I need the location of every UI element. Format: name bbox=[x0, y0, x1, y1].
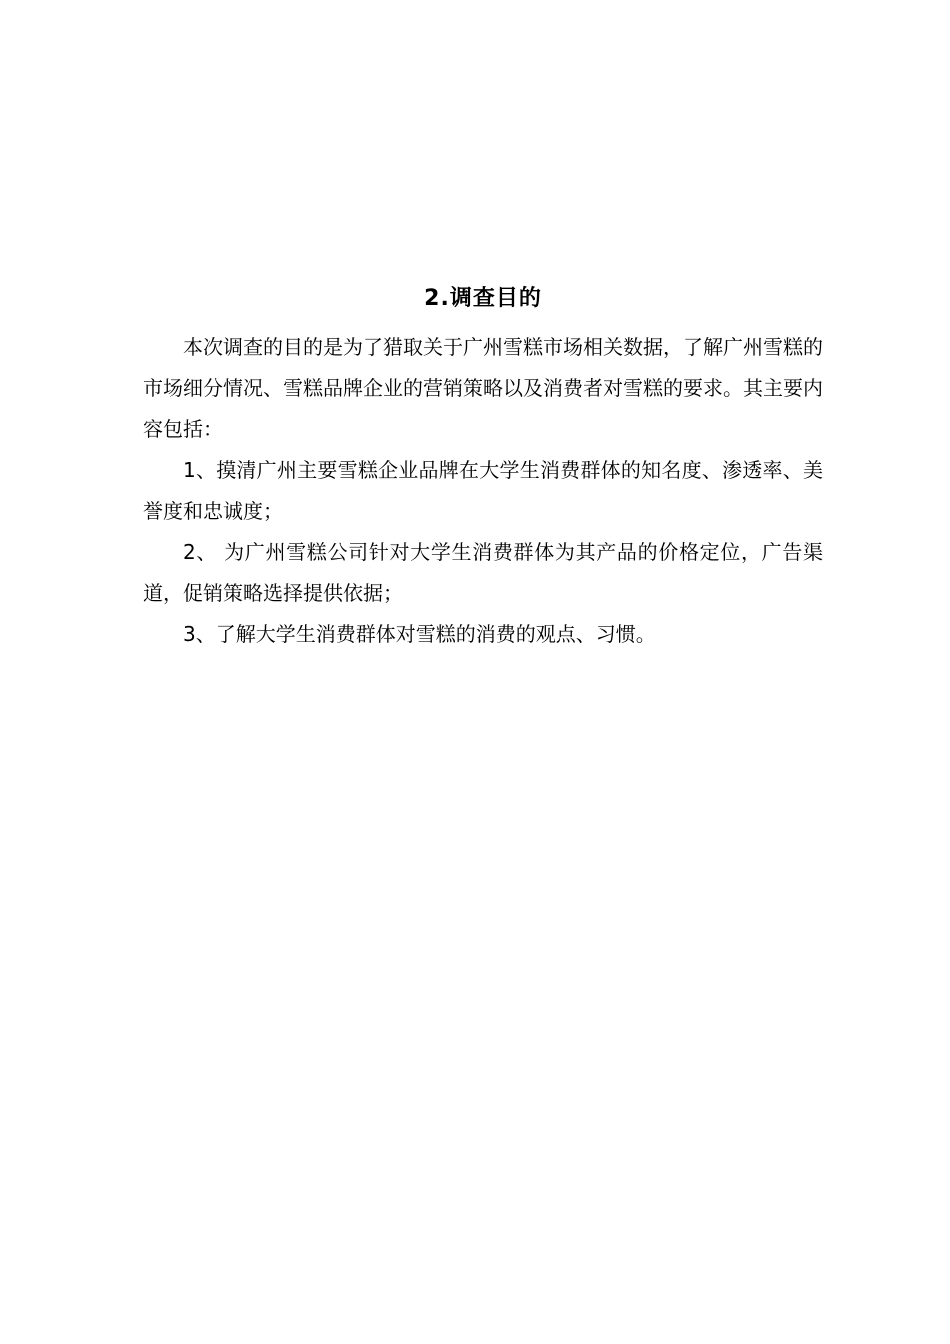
list-item-2: 2、 为广州雪糕公司针对大学生消费群体为其产品的价格定位，广告渠道，促销策略选择提供依据； bbox=[143, 540, 823, 605]
list-item-3: 3、了解大学生消费群体对雪糕的消费的观点、习惯。 bbox=[183, 622, 656, 646]
section-heading: 2.调查目的 bbox=[424, 286, 542, 311]
list-item-1: 1、摸清广州主要雪糕企业品牌在大学生消费群体的知名度、渗透率、美誉度和忠诚度； bbox=[143, 458, 823, 523]
document-body bbox=[143, 279, 823, 655]
intro-paragraph: 本次调查的目的是为了猎取关于广州雪糕市场相关数据，了解广州雪糕的市场细分情况、雪糕品牌企业的营销策略以及消费者对雪糕的要求。其主要内容包括： bbox=[143, 335, 823, 441]
